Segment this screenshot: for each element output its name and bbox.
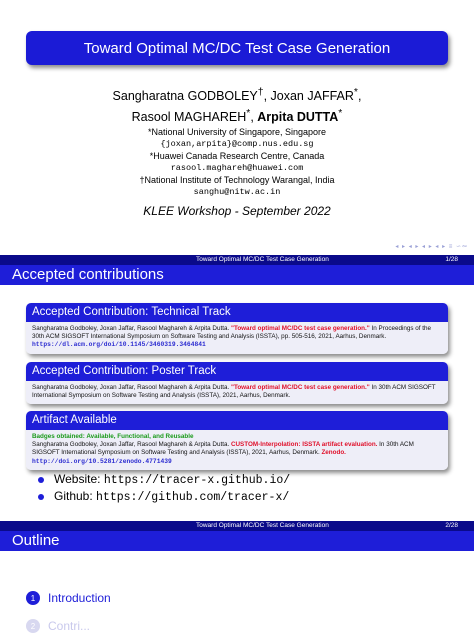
- bullet-icon: [38, 494, 44, 500]
- toc-label: Introduction: [48, 591, 111, 605]
- block-body: Badges obtained: Available, Functional, and Reusable Sangharatna Godboley, Joxan Jaffar, Rasool Maghareh & Arpita Dutta. CUSTOM-Interpolation: ISSTA artifact evaluation. In 30th ACM SIGSOFT International Symposium on Software Testing and Analysis (ISSTA), 2021, Aarhus, Denmark. Zenodo. http://doi.org/10.5281/zenodo.4771439: [26, 430, 448, 470]
- github-link[interactable]: https://github.com/tracer-x/: [96, 491, 290, 504]
- event-name: KLEE Workshop - September 2022: [143, 204, 331, 218]
- header-page: 2/28: [445, 522, 458, 529]
- block-technical-track: [26, 303, 448, 354]
- author-maghareh: Rasool MAGHAREH: [131, 110, 247, 125]
- toc-item-introduction[interactable]: [26, 591, 111, 605]
- block-body: Sangharatna Godboley, Joxan Jaffar, Rasool Maghareh & Arpita Dutta. "Toward optimal MC/DC test case generation." In 30th ACM SIGSOFT International Symposium on Software Testing and Analysis (ISSTA), 2021, Aarhus, Denmark.: [26, 381, 448, 404]
- toc-item-contributions[interactable]: [26, 619, 90, 633]
- slide3-header-bar: [0, 521, 474, 531]
- author-dutta: Arpita DUTTA: [257, 110, 339, 125]
- author-jaffar: , Joxan JAFFAR: [263, 89, 354, 104]
- toc-number: 1: [26, 591, 40, 605]
- block-title: Accepted Contribution: Poster Track: [26, 362, 448, 381]
- header-title: Toward Optimal MC/DC Test Case Generation: [196, 522, 329, 529]
- affil-nus: *National University of Singapore, Singapore: [147, 127, 327, 137]
- website-item: Website: https://tracer-x.github.io/: [38, 472, 290, 487]
- frame-title-accepted: Accepted contributions: [0, 265, 474, 285]
- frame-title-outline: Outline: [0, 531, 474, 551]
- block-title: Accepted Contribution: Technical Track: [26, 303, 448, 322]
- email-nitw: sanghu@nitw.ac.in: [193, 187, 281, 197]
- toc-label: Contri...: [48, 619, 91, 633]
- title-slide: [0, 0, 474, 250]
- author-godboley: Sangharatna GODBOLEY: [112, 89, 258, 104]
- authors: Sangharatna GODBOLEY†, Joxan JAFFAR*, Rasool MAGHAREH*, Arpita DUTTA*: [112, 87, 362, 125]
- email-nus: {joxan,arpita}@comp.nus.edu.sg: [160, 139, 314, 149]
- affiliations: [0, 126, 474, 198]
- block-artifact: [26, 411, 448, 470]
- block-body: Sangharatna Godboley, Joxan Jaffar, Rasool Maghareh & Arpita Dutta. "Toward optimal MC/DC test case generation." In Proceedings of the 30th ACM SIGSOFT International Symposium on Software Testing and Analysis (ISSTA), pp. 505-516, 2021, Aarhus, Denmark. https://dl.acm.org/doi/10.1145/3460319.3464841: [26, 322, 448, 354]
- header-page: 1/28: [445, 256, 458, 263]
- header-title: Toward Optimal MC/DC Test Case Generation: [196, 256, 329, 263]
- affil-huawei: *Huawei Canada Research Centre, Canada: [149, 151, 325, 161]
- zenodo-doi-link[interactable]: http://doi.org/10.5281/zenodo.4771439: [32, 457, 172, 465]
- block-title: Artifact Available: [26, 411, 448, 430]
- github-item: Github: https://github.com/tracer-x/: [38, 489, 289, 504]
- affil-nitw: †National Institute of Technology Warangal, India: [139, 175, 335, 185]
- block-poster-track: [26, 362, 448, 404]
- slide-title: Toward Optimal MC/DC Test Case Generation: [26, 31, 448, 65]
- badges-text: Badges obtained: Available, Functional, and Reusable: [32, 433, 194, 440]
- bullet-icon: [38, 477, 44, 483]
- acm-doi-link[interactable]: https://dl.acm.org/doi/10.1145/3460319.3464841: [32, 341, 206, 349]
- email-huawei: rasool.maghareh@huawei.com: [170, 163, 304, 173]
- toc-number: 2: [26, 619, 40, 633]
- slide2-header-bar: [0, 255, 474, 265]
- website-link[interactable]: https://tracer-x.github.io/: [103, 474, 291, 487]
- beamer-nav-icons[interactable]: ◂ ▸ ◂ ▸ ◂ ▸ ◂ ▸ ≡ ∽∾: [395, 244, 468, 250]
